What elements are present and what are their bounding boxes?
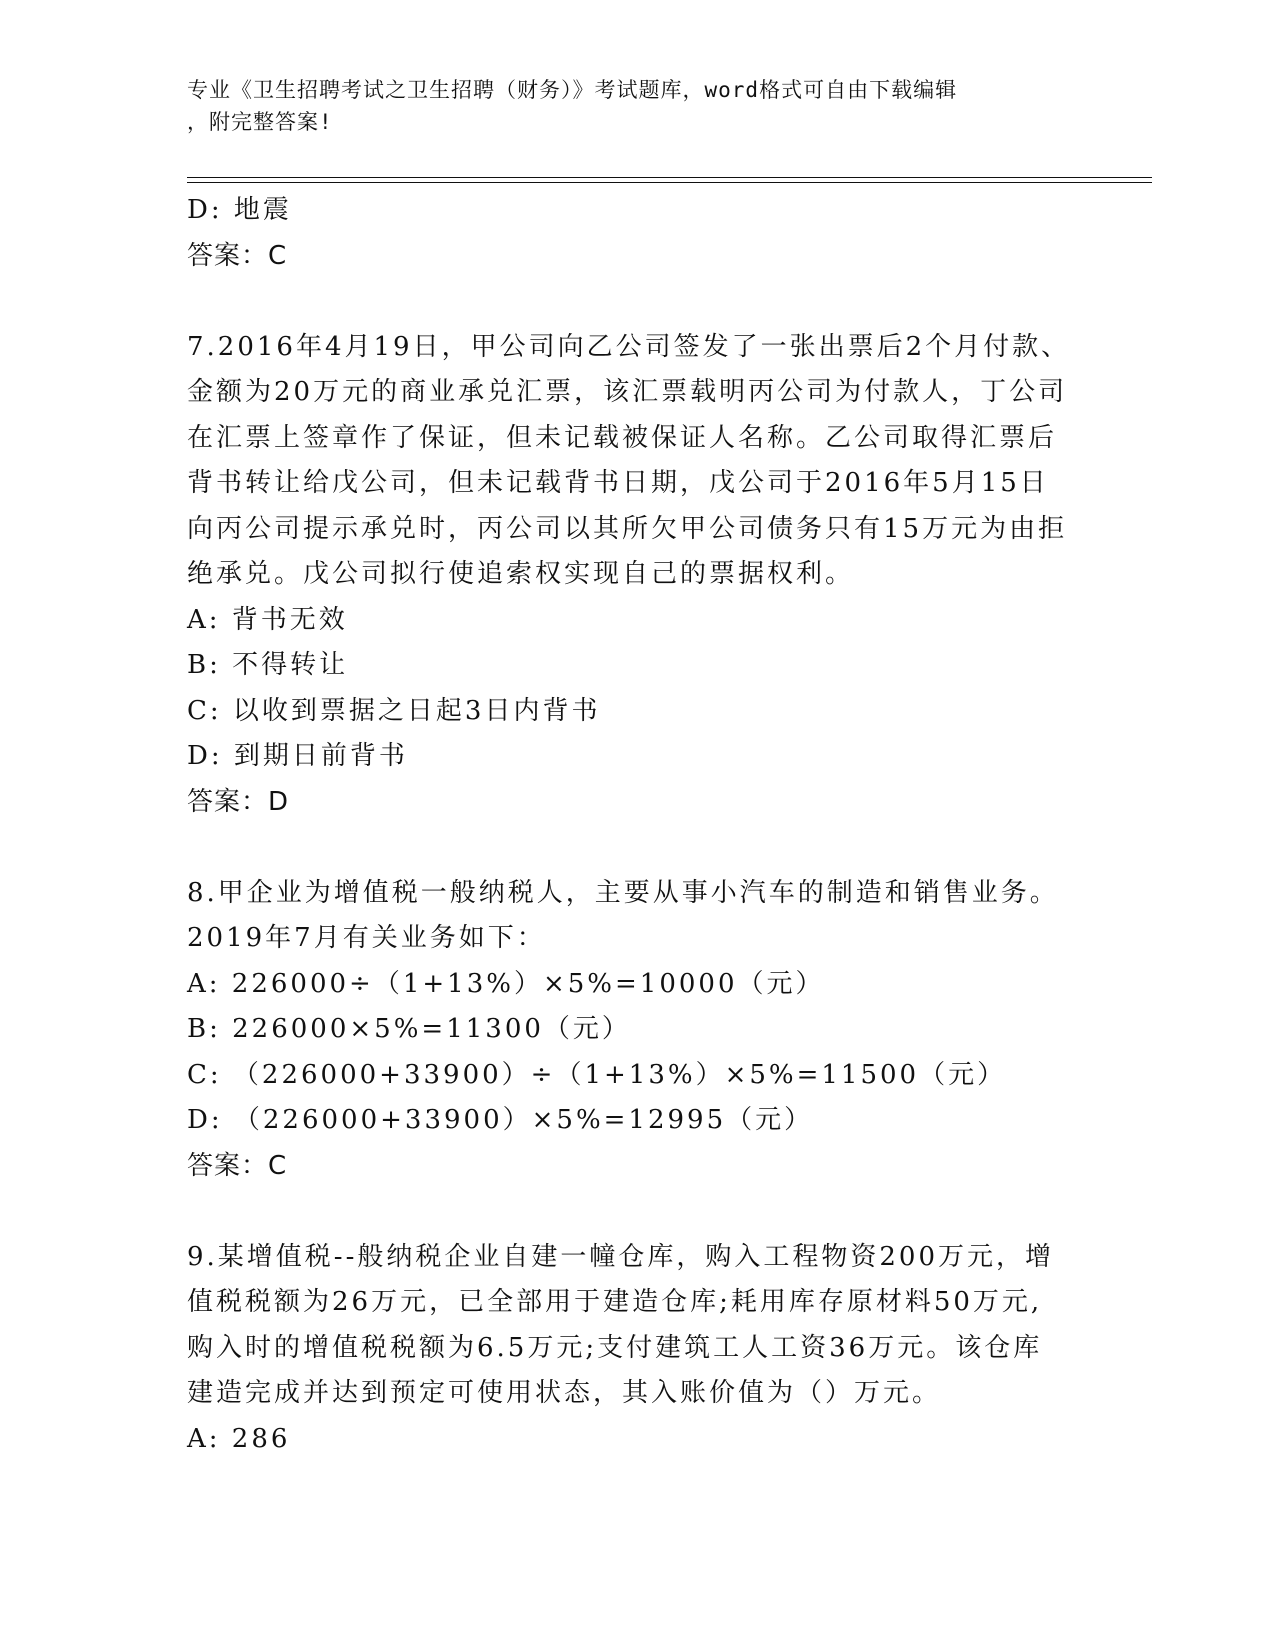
spacer bbox=[187, 1189, 1087, 1235]
q8-option-c: C: （226000+33900）÷（1+13%）×5%=11500（元） bbox=[187, 1059, 1007, 1090]
page-header bbox=[187, 74, 1087, 138]
q9-stem-line: 建造完成并达到预定可使用状态，其入账价值为（）万元。 bbox=[187, 1378, 942, 1408]
q9-option-a: A: 286 bbox=[187, 1423, 291, 1454]
header-title-line-1: 专业《卫生招聘考试之卫生招聘（财务）》考试题库，word格式可自由下载编辑 bbox=[187, 78, 958, 102]
q7-option-c: C: 以收到票据之日起3日内背书 bbox=[187, 695, 601, 726]
q7-option-b: B: 不得转让 bbox=[187, 650, 349, 680]
q8-option-a: A: 226000÷（1+13%）×5%=10000（元） bbox=[187, 968, 825, 999]
q8-option-d: D: （226000+33900）×5%=12995（元） bbox=[187, 1105, 814, 1135]
q7-answer: 答案：D bbox=[187, 786, 290, 817]
q8-option-b: B: 226000×5%=11300（元） bbox=[187, 1014, 631, 1044]
q9-stem-line: 值税税额为26万元，已全部用于建造仓库;耗用库存原材料50万元, bbox=[187, 1287, 1043, 1317]
q6-option-d: D: 地震 bbox=[187, 195, 292, 225]
header-divider-bottom bbox=[187, 182, 1152, 183]
q9-stem-line: 购入时的增值税税额为6.5万元;支付建筑工人工资36万元。该仓库 bbox=[187, 1332, 1043, 1363]
q8-stem-line: 8.甲企业为增值税一般纳税人，主要从事小汽车的制造和销售业务。 bbox=[187, 877, 1059, 908]
q9-stem-line: 9.某增值税--般纳税企业自建一幢仓库，购入工程物资200万元，增 bbox=[187, 1241, 1055, 1272]
question-list bbox=[187, 188, 1087, 1462]
header-divider-top bbox=[187, 177, 1152, 178]
q7-stem-line: 向丙公司提示承兑时，丙公司以其所欠甲公司债务只有15万元为由拒 bbox=[187, 513, 1068, 544]
q7-option-a: A: 背书无效 bbox=[187, 604, 348, 635]
q7-stem-line: 绝承兑。戊公司拟行使追索权实现自己的票据权利。 bbox=[187, 559, 855, 589]
spacer bbox=[187, 279, 1087, 325]
q7-option-d: D: 到期日前背书 bbox=[187, 741, 408, 771]
header-title-line-2: ，附完整答案! bbox=[187, 110, 333, 134]
q8-answer: 答案：C bbox=[187, 1150, 288, 1181]
q7-stem-line: 金额为20万元的商业承兑汇票，该汇票载明丙公司为付款人，丁公司 bbox=[187, 377, 1068, 407]
q7-stem-line: 在汇票上签章作了保证，但未记载被保证人名称。乙公司取得汇票后 bbox=[187, 422, 1058, 453]
q7-stem-line: 背书转让给戊公司，但未记载背书日期，戊公司于2016年5月15日 bbox=[187, 468, 1049, 498]
q7-stem-line: 7.2016年4月19日，甲公司向乙公司签发了一张出票后2个月付款、 bbox=[187, 331, 1071, 362]
spacer bbox=[187, 825, 1087, 871]
q6-answer: 答案：C bbox=[187, 240, 288, 271]
q8-stem-line: 2019年7月有关业务如下： bbox=[187, 923, 546, 953]
